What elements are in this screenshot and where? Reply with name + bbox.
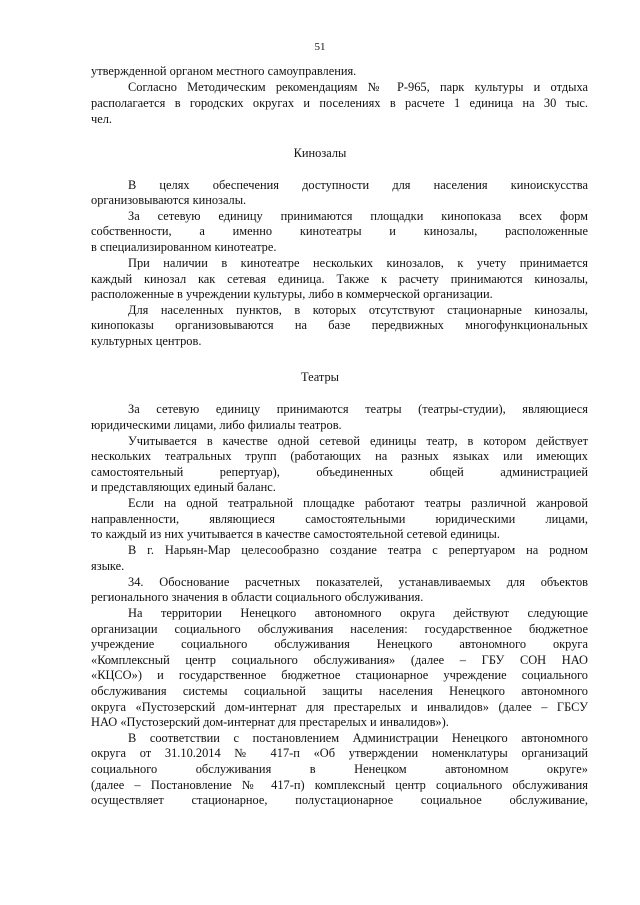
text-line: языке. bbox=[91, 559, 125, 573]
text-line: осуществляет стационарное, полустационарное социальное обслуживание, bbox=[91, 793, 588, 807]
text-line: В г. Нарьян-Мар целесообразно создание театра с репертуаром на родном bbox=[128, 543, 588, 557]
text-line: Если на одной театральной площадке работают театры различной жанровой bbox=[128, 496, 588, 510]
text-line: округа от 31.10.2014 № 417-п «Об утверждении номенклатуры организаций bbox=[91, 746, 588, 760]
text-line: Согласно Методическим рекомендациям № Р-965, парк культуры и отдыха bbox=[128, 80, 588, 94]
text-line: В целях обеспечения доступности для населения киноискусства bbox=[128, 178, 588, 192]
text-line: учреждение социального обслуживания Ненецкого автономного округа bbox=[91, 637, 588, 651]
text-line: самостоятельный репертуар), объединенных общей администрацией bbox=[91, 465, 588, 479]
text-line: Учитывается в качестве одной сетевой единицы театр, в котором действует bbox=[128, 434, 588, 448]
text-line: в специализированном кинотеатре. bbox=[91, 240, 277, 254]
text-line: НАО «Пустозерский дом-интернат для престарелых и инвалидов»). bbox=[91, 715, 449, 729]
text-line: то каждый из них учитывается в качестве самостоятельной сетевой единицы. bbox=[91, 527, 500, 541]
text-line: социального обслуживания в Ненецком автономном округе» bbox=[91, 762, 588, 776]
text-line: культурных центров. bbox=[91, 334, 202, 348]
page-number: 51 bbox=[314, 41, 326, 53]
text-line: Для населенных пунктов, в которых отсутствуют стационарные кинозалы, bbox=[128, 303, 588, 317]
text-line: утвержденной органом местного самоуправления. bbox=[91, 64, 357, 78]
text-line: собственности, а именно кинотеатры и кинозалы, расположенные bbox=[91, 224, 588, 238]
text-line: каждый кинозал как сетевая единица. Также к расчету принимаются кинозалы, bbox=[91, 272, 588, 286]
text-line: чел. bbox=[91, 112, 113, 126]
text-line: и представляющих единый баланс. bbox=[91, 480, 276, 494]
text-line: организовываются кинозалы. bbox=[91, 193, 247, 207]
text-line: На территории Ненецкого автономного округа действуют следующие bbox=[128, 606, 588, 620]
text-line: «Комплексный центр социального обслуживания» (далее – ГБУ СОН НАО bbox=[91, 653, 588, 667]
section-heading-cinema: Кинозалы bbox=[293, 146, 347, 160]
text-line: регионального значения в области социального обслуживания. bbox=[91, 590, 424, 604]
text-line: За сетевую единицу принимаются театры (театры-студии), являющиеся bbox=[128, 402, 588, 416]
text-line: направленности, являющиеся самостоятельными юридическими лицами, bbox=[91, 512, 588, 526]
text-line: В соответствии с постановлением Администрации Ненецкого автономного bbox=[128, 731, 588, 745]
section-heading-theatre: Театры bbox=[300, 370, 339, 384]
text-line: При наличии в кинотеатре нескольких кинозалов, к учету принимается bbox=[128, 256, 588, 270]
text-line: «КЦСО») и государственное бюджетное стационарное учреждение социального bbox=[91, 668, 588, 682]
text-line: кинопоказы организовываются на базе передвижных многофункциональных bbox=[91, 318, 588, 332]
text-line: расположенные в учреждении культуры, либо в коммерческой организации. bbox=[91, 287, 493, 301]
text-line: обслуживания системы социальной защиты населения Ненецкого автономного bbox=[91, 684, 588, 698]
text-line: располагается в городских округах и поселениях в расчете 1 единица на 30 тыс. bbox=[91, 96, 588, 110]
text-line: (далее – Постановление № 417-п) комплексный центр социального обслуживания bbox=[91, 778, 588, 792]
text-line: За сетевую единицу принимаются площадки кинопоказа всех форм bbox=[128, 209, 588, 223]
text-line: 34. Обоснование расчетных показателей, устанавливаемых для объектов bbox=[128, 575, 588, 589]
text-line: нескольких театральных трупп (работающих на разных языках или имеющих bbox=[91, 449, 588, 463]
text-line: юридическими лицами, либо филиалы театров. bbox=[91, 418, 342, 432]
text-line: округа «Пустозерский дом-интернат для престарелых и инвалидов» (далее – ГБСУ bbox=[91, 700, 588, 714]
text-line: организации социального обслуживания населения: государственное бюджетное bbox=[91, 622, 588, 636]
